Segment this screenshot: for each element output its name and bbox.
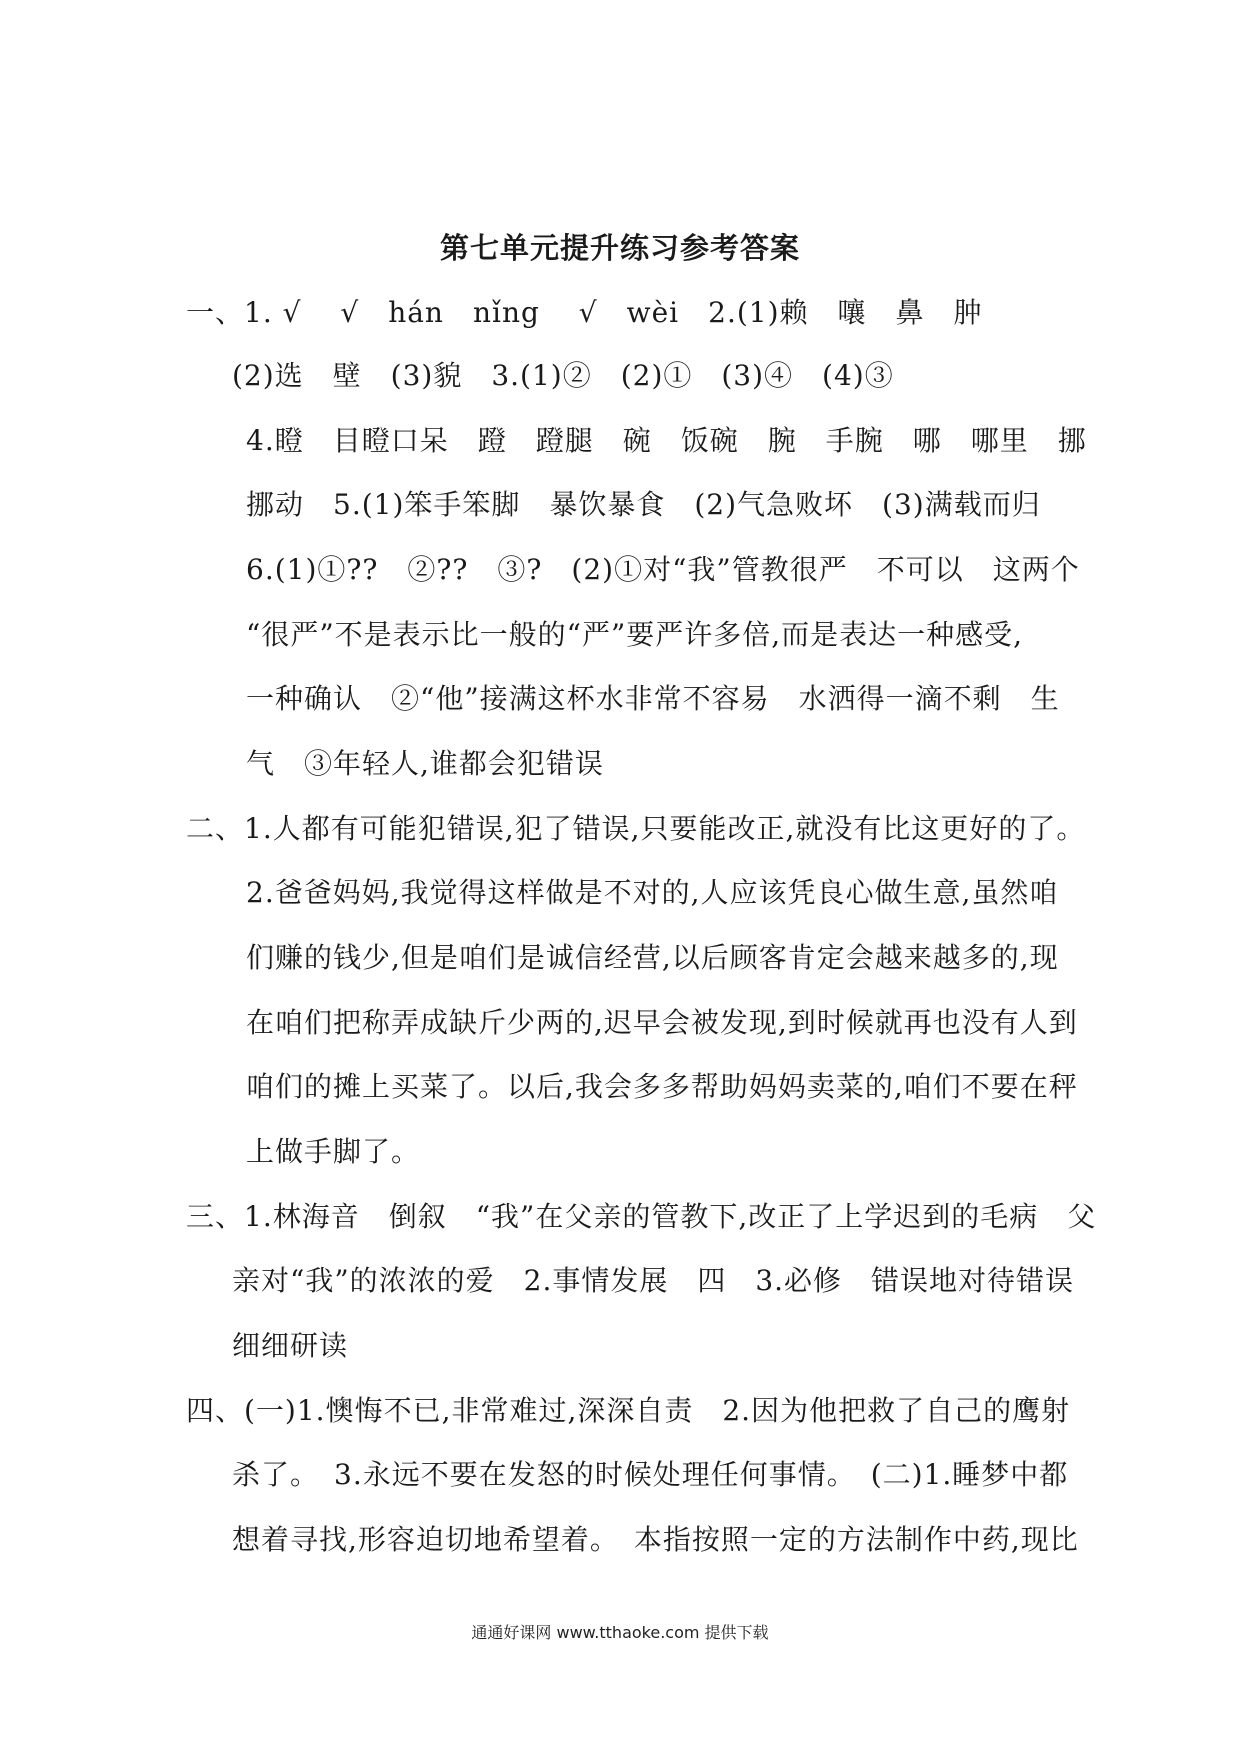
answer-line: 们赚的钱少,但是咱们是诚信经营,以后顾客肯定会越来越多的,现	[246, 941, 1059, 974]
answer-line: 4.瞪 目瞪口呆 蹬 蹬腿 碗 饭碗 腕 手腕 哪 哪里 挪	[246, 424, 1087, 457]
answer-line: 挪动 5.(1)笨手笨脚 暴饮暴食 (2)气急败坏 (3)满载而归	[246, 488, 1041, 521]
answer-line: 四、(一)1.懊悔不已,非常难过,深深自责 2.因为他把救了自己的鹰射	[186, 1394, 1071, 1427]
answer-line: 2.爸爸妈妈,我觉得这样做是不对的,人应该凭良心做生意,虽然咱	[246, 876, 1059, 909]
answer-line: 气 ③年轻人,谁都会犯错误	[246, 747, 604, 780]
answer-line: 杀了。 3.永远不要在发怒的时候处理任何事情。 (二)1.睡梦中都	[232, 1458, 1069, 1491]
footer-watermark: 通通好课网 www.tthaoke.com 提供下载	[471, 1623, 769, 1642]
answer-line: 6.(1)①?? ②?? ③? (2)①对“我”管教很严 不可以 这两个	[246, 553, 1080, 586]
answer-line: 亲对“我”的浓浓的爱 2.事情发展 四 3.必修 错误地对待错误	[232, 1264, 1075, 1297]
answer-line: 上做手脚了。	[246, 1135, 421, 1168]
answer-line: 一、1. √ √ hán nǐng √ wèi 2.(1)赖 嚷 鼻 肿	[186, 296, 983, 329]
answer-line: 想着寻找,形容迫切地希望着。 本指按照一定的方法制作中药,现比	[232, 1523, 1079, 1556]
answer-line: 细细研读	[232, 1329, 349, 1362]
answer-line: (2)选 壁 (3)貌 3.(1)② (2)① (3)④ (4)③	[232, 359, 894, 392]
answer-line: 一种确认 ②“他”接满这杯水非常不容易 水洒得一滴不剩 生	[246, 682, 1060, 715]
answer-line: 三、1.林海音 倒叙 “我”在父亲的管教下,改正了上学迟到的毛病 父	[186, 1200, 1097, 1233]
answer-line: “很严”不是表示比一般的“严”要严许多倍,而是表达一种感受,	[246, 618, 1024, 651]
answer-line: 咱们的摊上买菜了。以后,我会多多帮助妈妈卖菜的,咱们不要在秤	[246, 1070, 1078, 1103]
page-title: 第七单元提升练习参考答案	[439, 231, 800, 265]
answer-line: 在咱们把称弄成缺斤少两的,迟早会被发现,到时候就再也没有人到	[246, 1006, 1078, 1039]
answer-line: 二、1.人都有可能犯错误,犯了错误,只要能改正,就没有比这更好的了。	[186, 812, 1086, 845]
